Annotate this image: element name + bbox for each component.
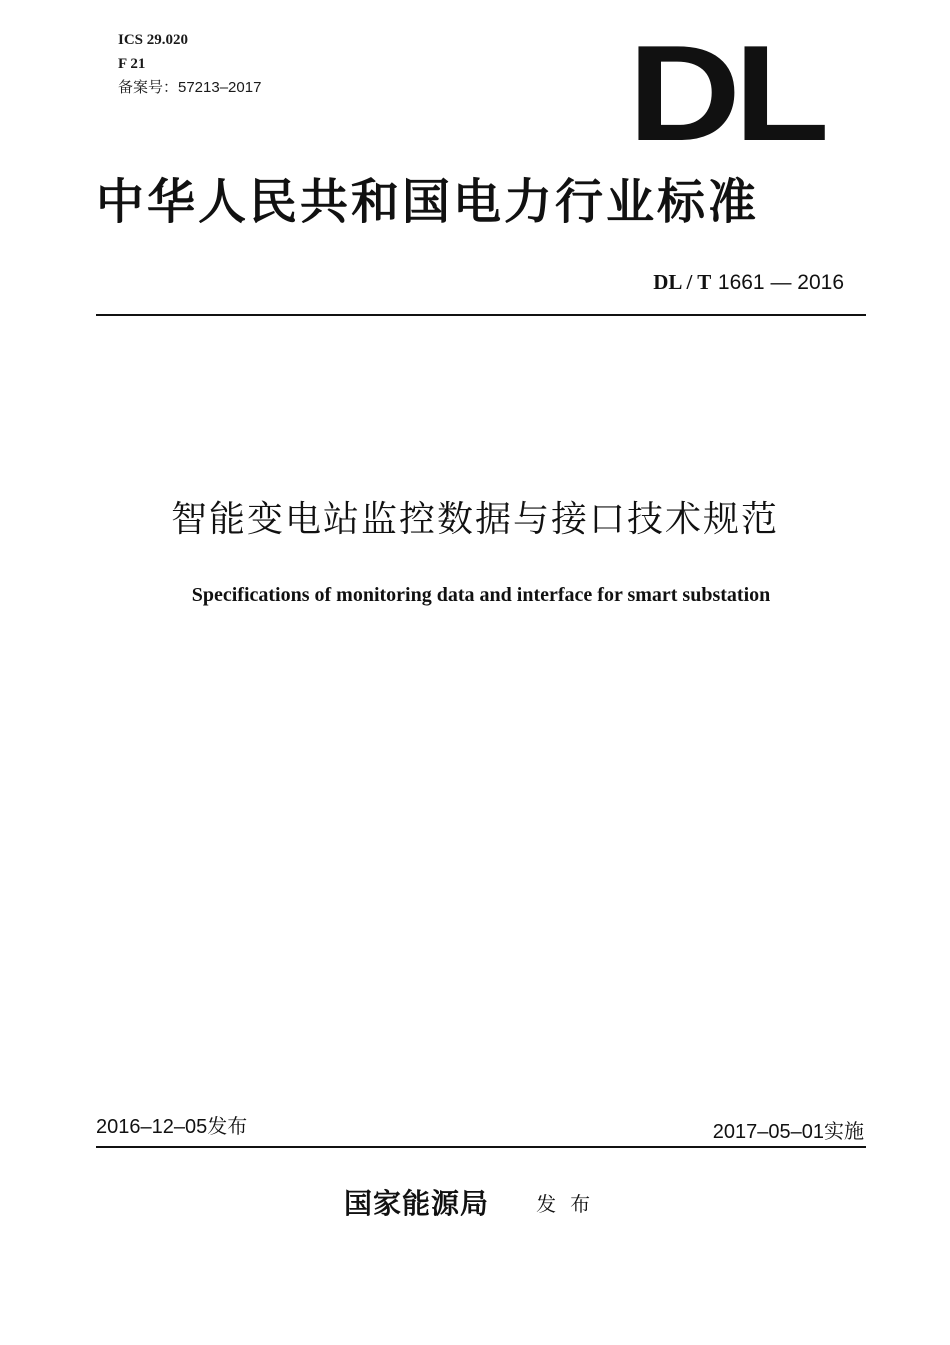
classification-code: F 21 [118, 56, 146, 72]
implementation-date: 2017–05–01实施 [712, 1121, 864, 1143]
footer-divider [96, 1146, 866, 1148]
dl-logo: DL [628, 17, 823, 169]
document-title: 智能变电站监控数据与接口技术规范 [170, 499, 779, 540]
publisher-organization: 国家能源局 [344, 1187, 490, 1220]
issue-date: 2016–12–05发布 [96, 1116, 248, 1138]
publisher-line [344, 1182, 604, 1222]
industry-standard-title: 中华人民共和国电力行业标准 [96, 174, 760, 230]
publisher-action: 发布 [536, 1192, 605, 1216]
standard-code: 1661 — 2016 [717, 271, 844, 294]
ics-code: ICS 29.020 [118, 32, 189, 48]
standard-prefix: DL / T [653, 270, 712, 294]
document-english-title: Specifications of monitoring data and interface for smart substation [191, 584, 771, 606]
classification-block [118, 28, 261, 100]
filing-number: 备案号：57213–2017 [118, 79, 262, 96]
header-divider [96, 314, 866, 316]
standard-number [653, 270, 844, 295]
